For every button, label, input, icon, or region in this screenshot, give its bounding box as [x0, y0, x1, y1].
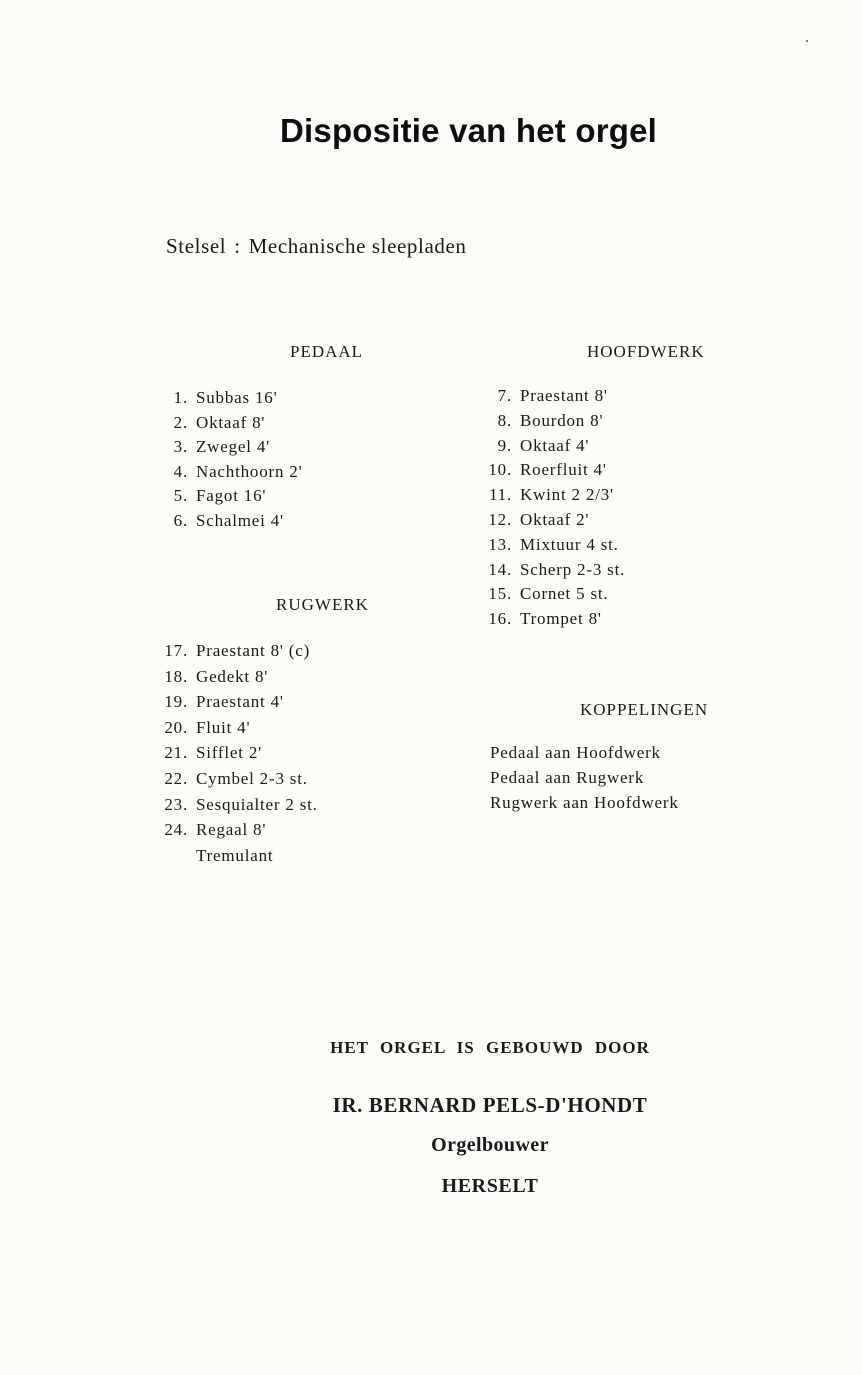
- rugwerk-heading: RUGWERK: [276, 595, 369, 614]
- stop-name: Cornet 5 st.: [520, 584, 609, 604]
- stop-number: 8.: [497, 410, 512, 430]
- stop-item: [158, 766, 318, 792]
- builder-name: IR. BERNARD PELS-D'HONDT: [332, 1093, 648, 1117]
- builder-intro: HET ORGEL IS GEBOUWD DOOR: [330, 1038, 650, 1057]
- stop-number: 16.: [488, 609, 512, 629]
- stop-name: Praestant 8': [520, 386, 608, 405]
- system-line: [166, 234, 467, 259]
- stop-item: [158, 792, 318, 818]
- stop-name: Oktaaf 4': [520, 435, 590, 455]
- stop-number: [158, 843, 196, 869]
- system-separator: :: [234, 234, 241, 258]
- stop-item: [158, 664, 318, 690]
- stop-number: 13.: [488, 534, 512, 554]
- stop-item: [158, 689, 318, 715]
- stop-item: [482, 607, 625, 632]
- stop-name: Oktaaf 2': [520, 509, 590, 529]
- stop-item: [158, 638, 318, 664]
- stop-name: Cymbel 2-3 st.: [196, 768, 308, 788]
- stop-number: 14.: [488, 559, 512, 579]
- builder-place: HERSELT: [441, 1175, 539, 1197]
- stop-item: [158, 817, 318, 843]
- stop-number: 23.: [164, 794, 188, 814]
- system-label: Stelsel: [166, 234, 227, 258]
- page-title: Dispositie van het orgel: [280, 112, 658, 149]
- stop-name: Roerfluit 4': [520, 460, 607, 480]
- coupling-item: Pedaal aan Hoofdwerk: [490, 743, 661, 762]
- stop-item: [158, 411, 302, 436]
- stop-name: Fagot 16': [196, 486, 267, 506]
- stop-name: Nachthoorn 2': [196, 461, 303, 481]
- stop-number: 18.: [164, 666, 188, 686]
- stop-name: Scherp 2-3 st.: [520, 559, 626, 579]
- stop-item: [158, 386, 302, 411]
- stop-name: Sifflet 2': [196, 743, 262, 763]
- stop-name: Sesquialter 2 st.: [196, 794, 318, 814]
- stop-item: [158, 843, 318, 869]
- stop-number: 12.: [488, 509, 512, 529]
- stop-item: [158, 435, 302, 460]
- coupling-item: Rugwerk aan Hoofdwerk: [490, 793, 679, 812]
- stop-name: Gedekt 8': [196, 666, 269, 686]
- stop-name: Bourdon 8': [520, 410, 604, 430]
- paper-speck: [806, 40, 808, 42]
- stop-number: 6.: [173, 510, 188, 530]
- stop-item: [158, 484, 302, 509]
- stop-number: 3.: [173, 437, 188, 457]
- stop-name: Trompet 8': [520, 609, 602, 629]
- stop-number: 5.: [173, 486, 188, 506]
- stop-number: 22.: [164, 768, 188, 788]
- stop-item: [158, 740, 318, 766]
- builder-profession: Orgelbouwer: [431, 1134, 549, 1156]
- stop-name: Schalmei 4': [196, 510, 284, 530]
- stop-item: [482, 508, 625, 533]
- stop-item: [158, 715, 318, 741]
- stop-number: 10.: [488, 460, 512, 480]
- stop-item: [482, 533, 625, 558]
- stop-name: Kwint 2 2/3': [520, 485, 614, 505]
- stop-item: [158, 460, 302, 485]
- stop-name: Fluit 4': [196, 717, 251, 737]
- koppelingen-heading: KOPPELINGEN: [580, 700, 709, 719]
- stop-number: 17.: [164, 641, 188, 660]
- stop-name: Regaal 8': [196, 820, 267, 840]
- stop-number: 4.: [173, 461, 188, 481]
- system-value: Mechanische sleepladen: [248, 234, 467, 258]
- stop-item: [482, 409, 625, 434]
- stop-item: [482, 458, 625, 483]
- stop-name: Praestant 8' (c): [196, 641, 311, 660]
- stop-item: [482, 483, 625, 508]
- koppelingen-list: [490, 740, 679, 815]
- stop-item: [482, 434, 625, 459]
- stop-item: [482, 384, 625, 409]
- stop-name: Subbas 16': [196, 388, 278, 407]
- stop-item: [158, 509, 302, 534]
- stop-name: Tremulant: [196, 845, 274, 865]
- stop-item: [482, 558, 625, 583]
- stop-name: Oktaaf 8': [196, 412, 266, 432]
- stop-name: Zwegel 4': [196, 437, 270, 457]
- stop-number: 7.: [497, 386, 512, 405]
- stop-name: Mixtuur 4 st.: [520, 534, 619, 554]
- hoofdwerk-stop-list: [482, 384, 625, 632]
- stop-number: 19.: [164, 692, 188, 712]
- coupling-item: Pedaal aan Rugwerk: [490, 768, 645, 787]
- stop-name: Praestant 4': [196, 692, 284, 712]
- stop-number: 9.: [497, 435, 512, 455]
- pedaal-heading: PEDAAL: [290, 342, 364, 361]
- pedaal-stop-list: [158, 386, 302, 534]
- hoofdwerk-heading: HOOFDWERK: [587, 342, 705, 361]
- stop-number: 11.: [488, 485, 512, 505]
- stop-number: 15.: [488, 584, 512, 604]
- stop-number: 1.: [173, 388, 188, 407]
- rugwerk-stop-list: [158, 638, 318, 868]
- stop-number: 21.: [164, 743, 188, 763]
- stop-number: 2.: [173, 412, 188, 432]
- stop-number: 24.: [164, 820, 188, 840]
- stop-item: [482, 582, 625, 607]
- stop-number: 20.: [164, 717, 188, 737]
